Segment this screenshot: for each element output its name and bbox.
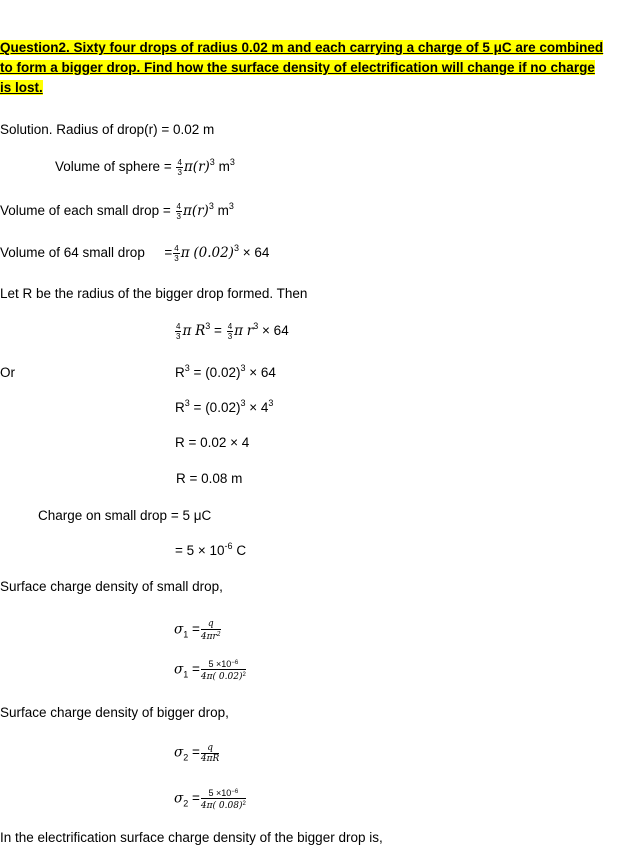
volume-sphere-line: Volume of sphere = $\frac{4}{3}$ $\pi(r)^3$ $m^3$ — [55, 157, 235, 177]
question-line-2: to form a bigger drop. Find how the surface density of electrification will change if no charge — [0, 60, 595, 75]
volume-64-line: Volume of 64 small drop = $\frac{4}{3}$ π $(0.02)^3 \times 64$ — [0, 243, 270, 263]
scd-small-label: Surface charge density of small drop, — [0, 579, 223, 594]
solution-line: Solution. Radius of drop(r) = 0.02 m — [0, 122, 215, 137]
r-eq-product: R = 0.02 × 4 — [175, 435, 250, 450]
fraction-4-3: $\frac{4}{3}$ — [177, 158, 182, 177]
sigma2-eq-2: $\sigma_2$ = $\frac{5 \times 10^{-6}}{4\pi( 0.08)^2}$ — [174, 788, 246, 811]
sigma1-eq-1: $\sigma_1$ = $\frac{q}{4\pi r^2}$ — [174, 619, 221, 642]
question-text — [0, 38, 620, 98]
let-r-line: Let R be the radius of the bigger drop formed. Then — [0, 286, 308, 301]
fraction-charge-big: $\frac{5 \times 10^{-6}}{4\pi( 0.08)^2}$ — [200, 788, 246, 811]
fraction-4-3: $\frac{4}{3}$ — [174, 244, 179, 263]
sigma2-eq-1: $\sigma_2$ = $\frac{q}{4\pi R}$ — [174, 743, 220, 764]
sigma1-eq-2: $\sigma_1$ = $\frac{5 \times 10^{-6}}{4\pi( 0.02)^2}$ — [174, 659, 246, 682]
volume-each-line: Volume of each small drop = $\frac{4}{3}$ $\pi(r)^3$ $m^3$ — [0, 201, 234, 221]
fraction-4-3: $\frac{4}{3}$ — [176, 322, 181, 341]
or-label: Or — [0, 365, 15, 380]
fraction-charge-small: $\frac{5 \times 10^{-6}}{4\pi( 0.02)^2}$ — [200, 659, 246, 682]
fraction-4-3: $\frac{4}{3}$ — [176, 202, 181, 221]
fraction-4-3: $\frac{4}{3}$ — [227, 322, 233, 341]
question-line-3: is lost. — [0, 80, 43, 95]
r-cubed-eq-1: $R^3 = (0.02)^3 \times 64$ — [175, 363, 276, 380]
charge-si-line: = $5 \times 10^{-6}$ C — [175, 541, 247, 558]
r-eq-result: R = 0.08 m — [176, 471, 243, 486]
volume-each-label: Volume of each small drop = — [0, 203, 171, 219]
final-line: In the electrification surface charge density of the bigger drop is, — [0, 830, 383, 845]
volume-equation: $\frac{4}{3}$ π $R^3$ = $\frac{4}{3}$ π $r^3 \times 64$ — [176, 321, 289, 341]
charge-small-line: Charge on small drop = 5 μC — [38, 508, 212, 523]
scd-big-label: Surface charge density of bigger drop, — [0, 705, 229, 720]
volume-sphere-label: Volume of sphere = — [55, 159, 172, 175]
volume-64-label: Volume of 64 small drop — [0, 245, 145, 261]
fraction-q-4piR: $\frac{q}{4\pi R}$ — [200, 743, 220, 764]
fraction-q-4pir2: $\frac{q}{4\pi r^2}$ — [200, 619, 221, 642]
question-line-1: Question2. Sixty four drops of radius 0.02 m and each carrying a charge of 5 μC are combined — [0, 40, 604, 55]
r-cubed-eq-2: $R^3 = (0.02)^3 \times 4^3$ — [175, 398, 274, 415]
